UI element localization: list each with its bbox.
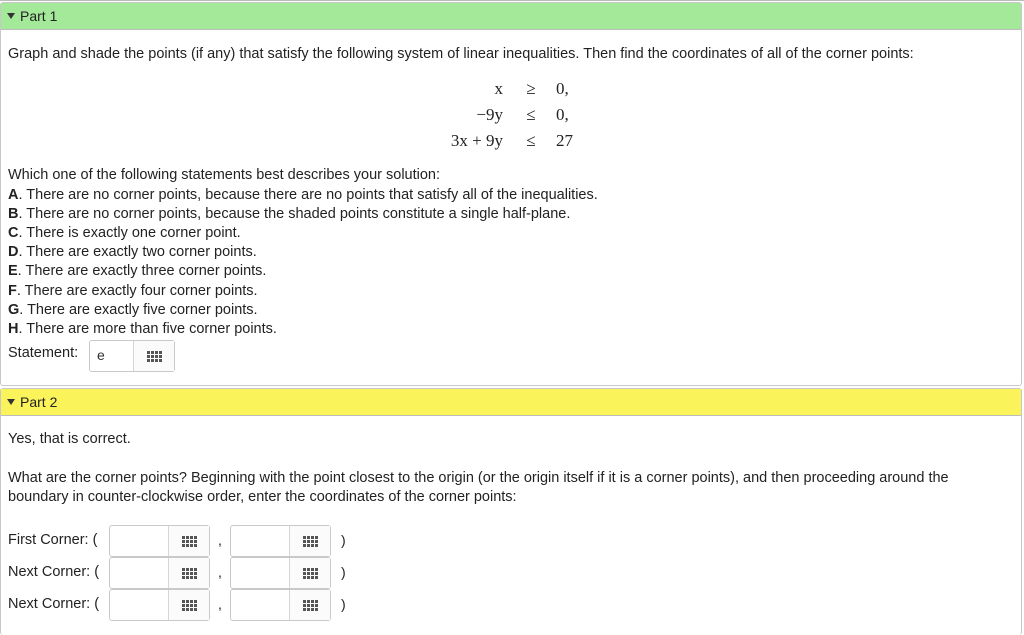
- corner3-label: Next Corner: (: [8, 596, 100, 612]
- caret-down-icon[interactable]: [7, 13, 15, 19]
- part2-section: [0, 388, 1022, 635]
- part2-header[interactable]: [1, 389, 1021, 416]
- option-h: H. There are more than five corner points.: [8, 321, 277, 337]
- option-d: D. There are exactly two corner points.: [8, 244, 257, 260]
- part2-prompt: What are the corner points? Beginning with the point closest to the origin (or the origin itself if it is a corner points), and then proceeding around the boundary in counter-clockwise order, enter the coordinates of the corner points:: [8, 470, 949, 505]
- ineq3-rel: ≤: [526, 131, 536, 150]
- corner2-close: ): [341, 564, 346, 580]
- keypad-grid-icon[interactable]: [168, 526, 209, 556]
- corner1-y-input[interactable]: [230, 525, 331, 557]
- option-a: A. There are no corner points, because there are no points that satisfy all of the inequalities.: [8, 187, 598, 203]
- keypad-grid-icon[interactable]: [168, 558, 209, 588]
- option-f: F. There are exactly four corner points.: [8, 283, 258, 299]
- part1-section: [0, 2, 1022, 386]
- ineq1-rhs: 0,: [556, 79, 569, 98]
- corner2-x-input[interactable]: [109, 557, 210, 589]
- ineq2-lhs: −9y: [476, 105, 503, 124]
- corner1-close: ): [341, 532, 346, 548]
- part1-header[interactable]: [1, 3, 1021, 30]
- ineq2-rel: ≤: [526, 105, 536, 124]
- part1-prompt: Graph and shade the points (if any) that satisfy the following system of linear inequalities. Then find the coordinates of all of the corner points:: [8, 46, 914, 62]
- option-g: G. There are exactly five corner points.: [8, 302, 258, 318]
- option-c: C. There is exactly one corner point.: [8, 225, 241, 241]
- part2-header-label: Part 2: [20, 394, 58, 410]
- ineq1-lhs: x: [494, 79, 503, 98]
- ineq1-rel: ≥: [526, 79, 536, 98]
- caret-down-icon[interactable]: [7, 399, 15, 405]
- corner2-label: Next Corner: (: [8, 564, 100, 580]
- corner2-comma: ,: [218, 564, 222, 580]
- statement-value: e: [97, 347, 105, 363]
- corner3-close: ): [341, 596, 346, 612]
- ineq3-lhs: 3x + 9y: [450, 131, 503, 150]
- corner3-y-input[interactable]: [230, 589, 331, 621]
- corner2-y-input[interactable]: [230, 557, 331, 589]
- keypad-grid-icon[interactable]: [289, 590, 330, 620]
- keypad-grid-icon[interactable]: [133, 341, 174, 371]
- statement-input[interactable]: [89, 340, 175, 372]
- statement-label: Statement:: [8, 345, 79, 361]
- corner1-x-input[interactable]: [109, 525, 210, 557]
- keypad-grid-icon[interactable]: [289, 526, 330, 556]
- option-b: B. There are no corner points, because the shaded points constitute a single half-plane.: [8, 206, 571, 222]
- keypad-grid-icon[interactable]: [168, 590, 209, 620]
- part1-header-label: Part 1: [20, 8, 58, 24]
- corner1-label: First Corner: (: [8, 532, 98, 548]
- corner3-comma: ,: [218, 596, 222, 612]
- corner1-comma: ,: [218, 532, 222, 548]
- ineq2-rhs: 0,: [556, 105, 569, 124]
- ineq3-rhs: 27: [556, 131, 573, 150]
- feedback-text: Yes, that is correct.: [8, 431, 131, 447]
- keypad-grid-icon[interactable]: [289, 558, 330, 588]
- question-text: Which one of the following statements best describes your solution:: [8, 167, 441, 183]
- corner3-x-input[interactable]: [109, 589, 210, 621]
- option-e: E. There are exactly three corner points.: [8, 263, 267, 279]
